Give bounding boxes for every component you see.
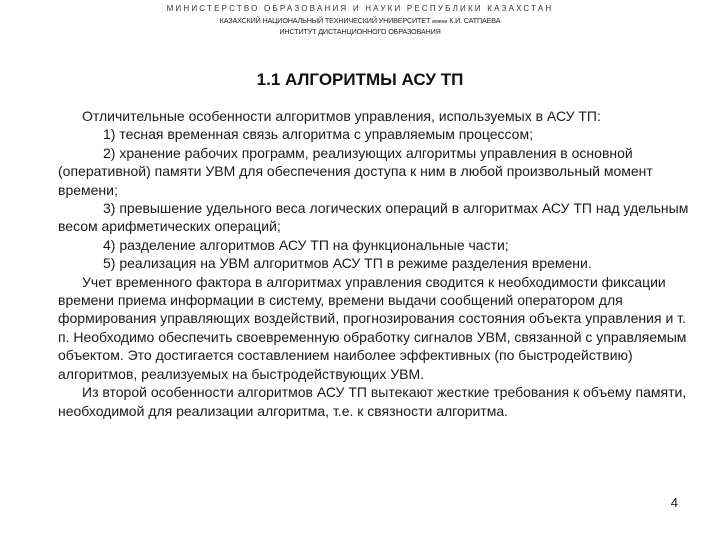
document-body bbox=[58, 107, 690, 420]
university-imeni-text: имени bbox=[432, 19, 448, 25]
ministry-header: МИНИСТЕРСТВО ОБРАЗОВАНИЯ И НАУКИ РЕСПУБЛИКИ КАЗАХСТАН bbox=[166, 4, 554, 13]
list-item-3: 3) превышение удельного веса логических операций в алгоритмах АСУ ТП над удельным весом арифметических операций; bbox=[58, 200, 689, 235]
university-main-text: КАЗАХСКИЙ НАЦИОНАЛЬНЫЙ ТЕХНИЧЕСКИЙ УНИВЕРСИТЕТ bbox=[219, 16, 431, 25]
list-item-1: 1) тесная временная связь алгоритма с управляемым процессом; bbox=[103, 126, 533, 143]
paragraph-memory: Из второй особенности алгоритмов АСУ ТП вытекают жесткие требования к объему памяти, необходимой для реализации алгоритма, т.е. к связности алгоритма. bbox=[58, 384, 687, 419]
page-number: 4 bbox=[670, 495, 678, 510]
paragraph-time-factor: Учет временного фактора в алгоритмах управления сводится к необходимости фиксации времени приема информации в систему, времени выдачи сообщений оператором для формирования управляющих воздействий, прогнозирования состояния объекта управления и т. п. Необходимо обеспечить своевременную обработку сигналов УВМ, связанной с управляемым объектом. Это достигается составлением наиболее эффективных (по быстродействию) алгоритмов, реализуемых на быстродействующих УВМ. bbox=[58, 273, 687, 382]
list-item-4: 4) разделение алгоритмов АСУ ТП на функциональные части; bbox=[103, 236, 509, 253]
list-item-2: 2) хранение рабочих программ, реализующих алгоритмы управления в основной (оперативной) памяти УВМ для обеспечения доступа к ним в любой произвольный момент времени; bbox=[58, 144, 653, 198]
paragraph-intro: Отличительные особенности алгоритмов управления, используемых в АСУ ТП: bbox=[82, 108, 601, 124]
institute-header: ИНСТИТУТ ДИСТАНЦИОННОГО ОБРАЗОВАНИЯ bbox=[279, 27, 441, 36]
university-header bbox=[0, 16, 720, 25]
university-name-text: К.И. САТПАЕВА bbox=[449, 16, 501, 25]
list-item-5: 5) реализация на УВМ алгоритмов АСУ ТП в режиме разделения времени. bbox=[103, 255, 592, 272]
page-title: 1.1 АЛГОРИТМЫ АСУ ТП bbox=[256, 70, 464, 89]
